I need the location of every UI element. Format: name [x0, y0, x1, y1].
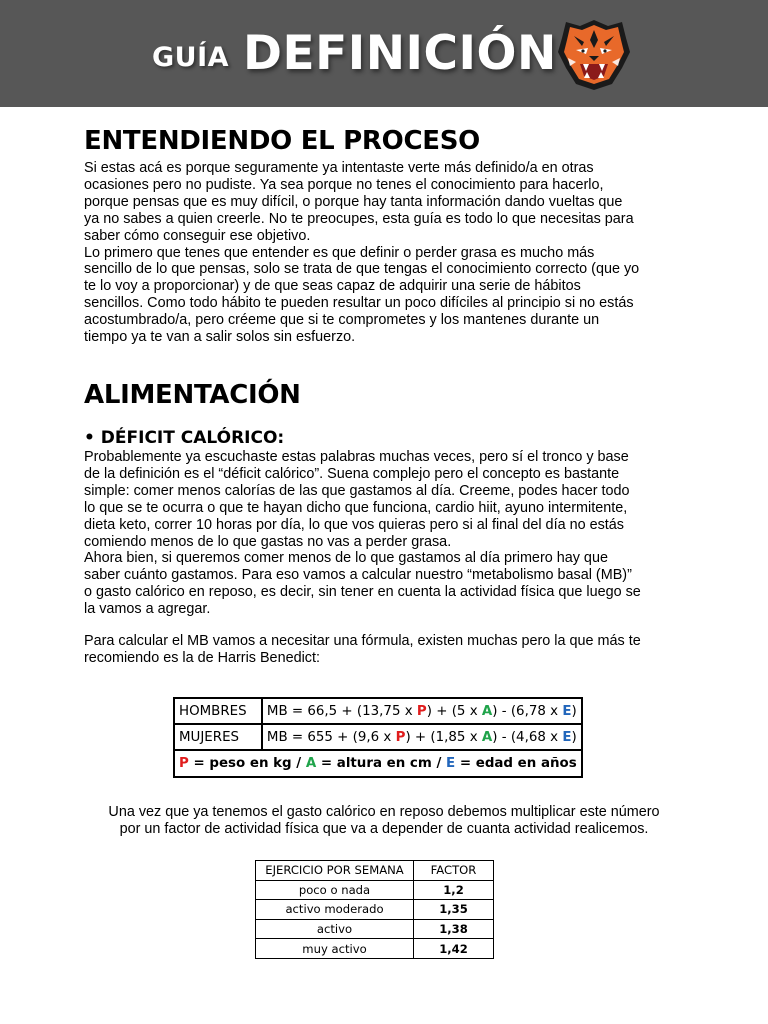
- section1-body: [84, 160, 696, 346]
- men-formula: MB = 66,5 + (13,75 x P) + (5 x A) - (6,78 x E): [262, 698, 582, 724]
- activity-intro: [70, 804, 698, 838]
- activity-cell: poco o nada: [256, 880, 414, 900]
- text-line: de la definición es el “déficit calórico”. Suena complejo pero el concepto es bastante: [84, 465, 620, 482]
- factor-cell: 1,38: [414, 919, 494, 939]
- text-line: ya no sabes a quien creerle. No te preocupes, esta guía es todo lo que necesitas para: [84, 210, 634, 227]
- text-line: sencillo de lo que pensas, solo se trata de que tengas el conocimiento correcto (que yo: [84, 261, 640, 278]
- table-row: [174, 750, 582, 777]
- text-line: saber cómo conseguir ese objetivo.: [84, 227, 311, 244]
- page-header: [0, 0, 768, 107]
- table-row: [256, 900, 494, 920]
- text-line: ocasiones pero no pudiste. Ya sea porque no tenes el conocimiento para hacerlo,: [84, 176, 604, 193]
- text-line: te lo voy a proporcionar) y de que seas capaz de adquirir una serie de hábitos: [84, 278, 581, 295]
- table-row: [174, 724, 582, 750]
- text-line: Ahora bien, si queremos comer menos de lo que gastamos al día primero hay que: [84, 550, 608, 567]
- women-label: MUJERES: [174, 724, 262, 750]
- text-line: saber cuánto gastamos. Para eso vamos a calcular nuestro “metabolismo basal (MB)”: [84, 567, 632, 584]
- table-header-row: [256, 861, 494, 881]
- text-line: acostumbrado/a, pero créeme que si te comprometes y los mantenes durante un: [84, 312, 600, 329]
- header-title: DEFINICIÓN: [243, 26, 557, 81]
- text-line: recomiendo es la de Harris Benedict:: [84, 649, 320, 666]
- text-line: Si estas acá es porque seguramente ya intentaste verte más definido/a en otras: [84, 160, 594, 176]
- text-line: Para calcular el MB vamos a necesitar una fórmula, existen muchas pero la que más te: [84, 633, 641, 649]
- text-line: tiempo ya te van a salir solos sin esfuerzo.: [84, 329, 356, 346]
- activity-cell: activo: [256, 919, 414, 939]
- harris-benedict-table: [173, 697, 583, 778]
- table-row: [256, 939, 494, 959]
- formula-legend: P = peso en kg / A = altura en cm / E = edad en años: [174, 750, 582, 777]
- text-line: Lo primero que tenes que entender es que definir o perder grasa es mucho más: [84, 244, 595, 261]
- women-formula: MB = 655 + (9,6 x P) + (1,85 x A) - (4,68 x E): [262, 724, 582, 750]
- factor-cell: 1,35: [414, 900, 494, 920]
- factor-cell: 1,2: [414, 880, 494, 900]
- text-line: por un factor de actividad física que va a depender de cuanta actividad realicemos.: [119, 820, 649, 837]
- tiger-head-icon: [556, 18, 632, 92]
- column-header: FACTOR: [414, 861, 494, 881]
- text-line: o gasto calórico en reposo, es decir, sin tener en cuenta la actividad física que luego se: [84, 584, 641, 601]
- activity-cell: muy activo: [256, 939, 414, 959]
- text-line: dieta keto, correr 10 horas por día, lo que vos quieras pero si al final del día no estás: [84, 516, 624, 533]
- section2-body: [84, 449, 696, 618]
- header-guia: GUÍA: [152, 42, 230, 73]
- column-header: EJERCICIO POR SEMANA: [256, 861, 414, 881]
- factor-cell: 1,42: [414, 939, 494, 959]
- text-line: Probablemente ya escuchaste estas palabras muchas veces, pero sí el tronco y base: [84, 449, 629, 465]
- table-row: [256, 880, 494, 900]
- text-line: sencillos. Como todo hábito te pueden resultar un poco difíciles al principio si no estás: [84, 295, 634, 312]
- text-line: lo que se te ocurra o que te hayan dicho que funciona, cardio hiit, ayuno intermitente,: [84, 499, 628, 516]
- text-line: Una vez que ya tenemos el gasto calórico en reposo debemos multiplicar este número: [108, 804, 660, 820]
- activity-factor-table: [255, 860, 494, 959]
- text-line: porque pensas que es muy difícil, o porque hay tanta información dando vueltas que: [84, 193, 623, 210]
- section-heading-alimentacion: ALIMENTACIÓN: [84, 380, 301, 410]
- text-line: comiendo menos de lo que gastas no vas a perder grasa.: [84, 533, 452, 550]
- table-row: [256, 919, 494, 939]
- subheading-deficit: • DÉFICIT CALÓRICO:: [84, 428, 285, 448]
- table-row: [174, 698, 582, 724]
- activity-cell: activo moderado: [256, 900, 414, 920]
- formula-intro: [84, 633, 696, 667]
- section-heading-proceso: ENTENDIENDO EL PROCESO: [84, 126, 480, 156]
- men-label: HOMBRES: [174, 698, 262, 724]
- text-line: la vamos a agregar.: [84, 601, 211, 618]
- text-line: simple: comer menos calorías de las que gastamos al día. Creeme, podes hacer todo: [84, 482, 630, 499]
